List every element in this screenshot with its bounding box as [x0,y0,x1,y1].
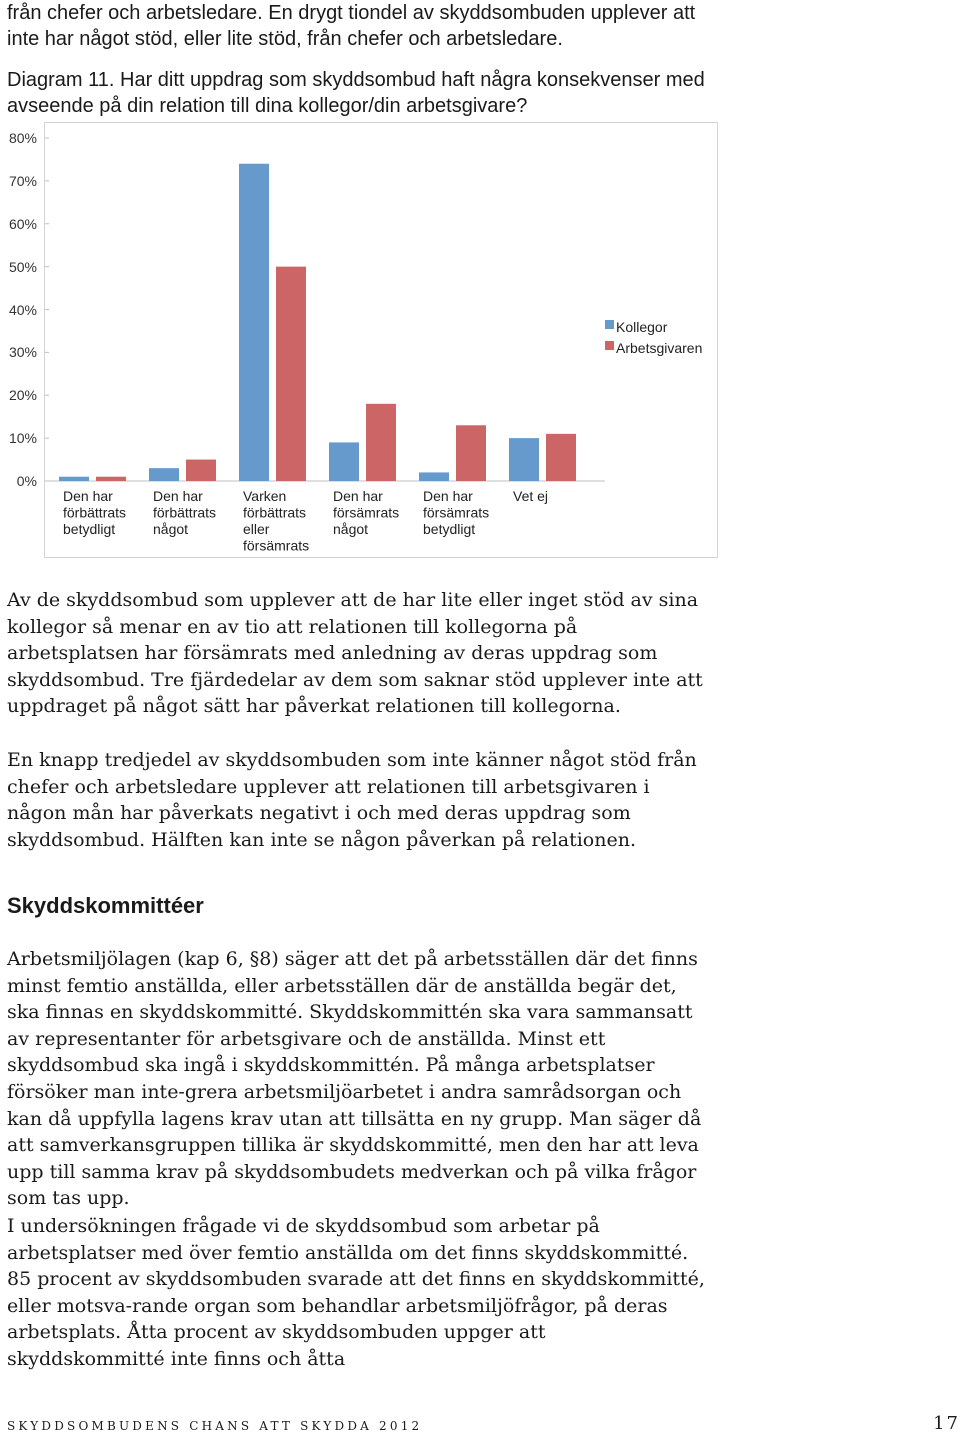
x-category-label: Den har förbättrats något [153,488,217,537]
paragraph-kollegor: Av de skyddsombud som upplever att de har lite eller inget stöd av sina kollegor så menar en av tio att relationen till kollegorna på arbetsplatsen har försämrats med anledning av deras uppdrag som skyddsombud. Tre fjärdedelar av dem som saknar stöd upplever inte att uppdraget på något sätt har påverkat relationen till kollegorna. [7,589,703,718]
paragraph-undersokningen: I undersökningen frågade vi de skyddsombud som arbetar på arbetsplatser med över femtio anställda om det finns skyddskommitté. 85 procent av skyddsombuden svarade att det finns en skyddskommitté, eller motsva-rande organ som behandlar arbetsmiljöfrågor, på deras arbetsplats. Åtta procent av skyddsombuden uppger att skyddskommitté inte finns och åtta [7,1215,705,1370]
y-tick-label: 80% [8,130,37,146]
section-heading: Skyddskommittéer [7,893,204,918]
bar-kollegor-6 [509,438,539,481]
bar-kollegor-1 [59,477,89,481]
x-category-label: Den har försämrats betydligt [423,488,490,537]
y-tick-label: 70% [8,172,37,189]
bar-arbetsgivaren-6 [546,434,576,481]
x-category-label: Varken förbättrats eller försämrats [243,488,310,554]
chart-frame [8,122,718,558]
paragraph-arbetsgivare: En knapp tredjedel av skyddsombuden som inte känner något stöd från chefer och arbetsledare upplever att relationen till arbetsgivaren i någon mån har påverkats negativt i och med deras uppdrag som skyddsombud. Hälften kan inte se någon påverkan på relationen. [7,749,697,851]
diagram-title: Diagram 11. Har ditt uppdrag som skyddsombud haft några konsekvenser med avseende på din relation till dina kollegor/din arbetsgivare? [7,69,705,117]
page-number: 17 [933,1413,960,1434]
bar-kollegor-3 [239,164,269,481]
bar-arbetsgivaren-4 [366,404,396,481]
y-tick-label: 60% [8,215,37,232]
bar-arbetsgivaren-3 [276,267,306,481]
x-category-label: Vet ej [513,488,549,504]
legend-label-arbetsgivaren: Arbetsgivaren [616,340,703,356]
legend-label-kollegor: Kollegor [616,319,668,335]
intro-text: från chefer och arbetsledare. En drygt tiondel av skyddsombuden upplever att inte har något stöd, eller lite stöd, från chefer och arbetsledare. [7,2,696,50]
y-tick-label: 50% [8,258,37,275]
y-tick-label: 20% [8,387,37,404]
bar-kollegor-5 [419,472,449,481]
y-tick-label: 0% [16,473,37,489]
bar-kollegor-2 [149,468,179,481]
y-tick-label: 10% [8,430,37,447]
y-tick-label: 40% [8,301,37,318]
bar-arbetsgivaren-5 [456,425,486,481]
bar-chart [45,123,719,559]
x-category-label: Den har förbättrats betydligt [63,488,127,537]
footer-title: SKYDDSOMBUDENS CHANS ATT SKYDDA 2012 [7,1419,423,1433]
paragraph-arbetsmiljolagen: Arbetsmiljölagen (kap 6, §8) säger att det på arbetsställen där det finns minst femtio anställda, eller arbetsställen där de anställda begär det, ska finnas en skyddskommitté. Skyddskommittén ska vara sammansatt av representanter för arbetsgivare och de anställda. Minst ett skyddsombud ska ingå i skyddskommittén. På många arbetsplatser försöker man inte-grera arbetsmiljöarbetet i andra samrådsorgan och kan då uppfylla lagens krav utan att tillsätta en ny grupp. Man säger då att samverkansgruppen tillika är skyddskommitté, men den har att leva upp till samma krav på skyddsombudets medverkan och på vilka frågor som tas upp. [7,948,702,1210]
bar-arbetsgivaren-1 [96,477,126,481]
legend-swatch-arbetsgivaren [605,341,614,350]
bar-arbetsgivaren-2 [186,460,216,481]
x-category-label: Den har försämrats något [333,488,400,537]
y-tick-label: 30% [8,344,37,361]
legend-swatch-kollegor [605,320,614,329]
bar-kollegor-4 [329,442,359,481]
